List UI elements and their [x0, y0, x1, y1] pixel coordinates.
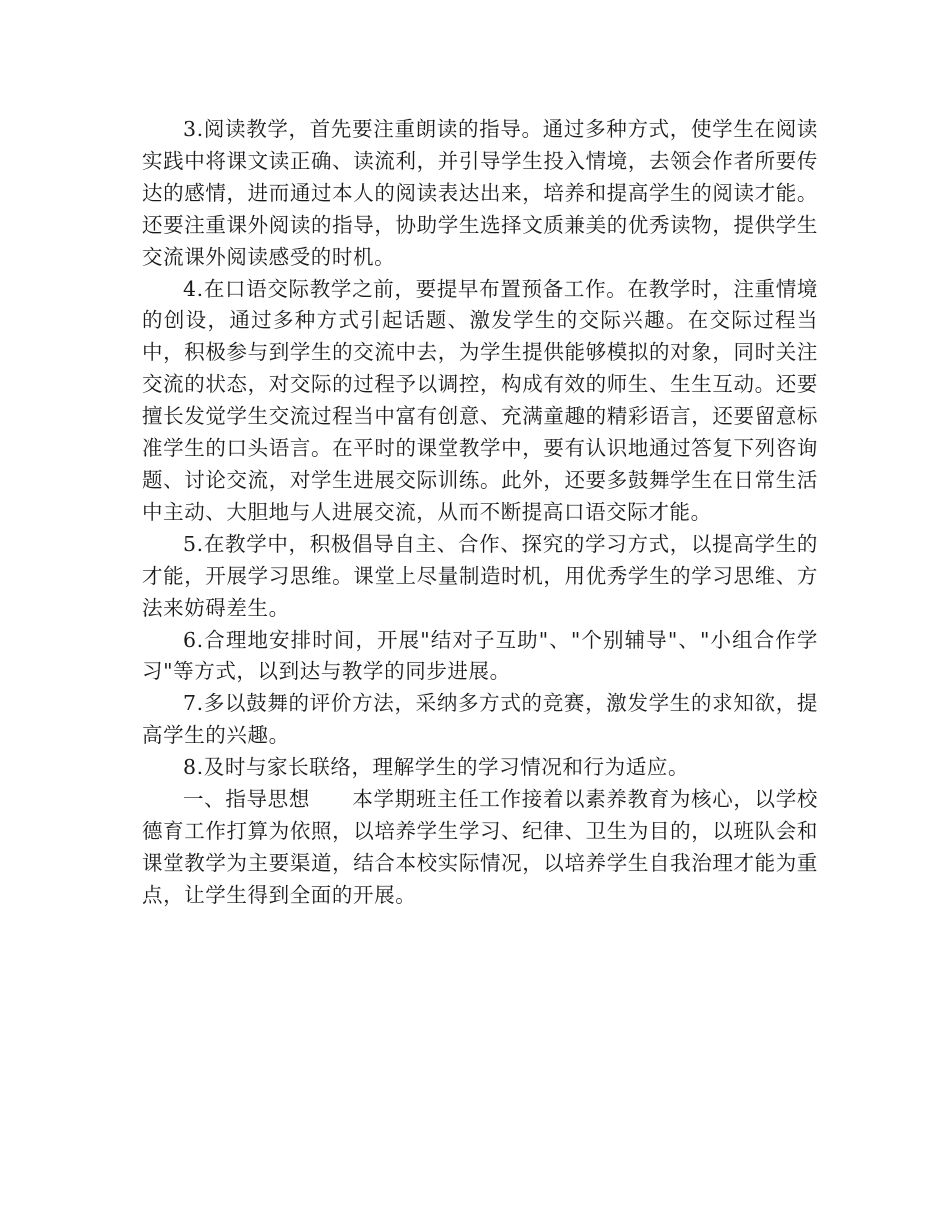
document-body — [142, 114, 818, 912]
paragraph-evaluation-methods: 7.多以鼓舞的评价方法，采纳多方式的竞赛，激发学生的求知欲，提高学生的兴趣。 — [142, 691, 818, 748]
paragraph-reading-teaching: 3.阅读教学，首先要注重朗读的指导。通过多种方式，使学生在阅读实践中将课文读正确、读流利，并引导学生投入情境，去领会作者所要传达的感情，进而通过本人的阅读表达出来，培养和提高学生的阅读才能。还要注重课外阅读的指导，协助学生选择文质兼美的优秀读物，提供学生交流课外阅读感受的时机。 — [142, 117, 818, 269]
paragraph-autonomous-learning: 5.在教学中，积极倡导自主、合作、探究的学习方式，以提高学生的才能，开展学习思维。课堂上尽量制造时机，用优秀学生的学习思维、方法来妨碍差生。 — [142, 531, 818, 620]
paragraph-time-arrangement: 6.合理地安排时间，开展"结对子互助"、"个别辅导"、"小组合作学习"等方式，以到达与教学的同步进展。 — [142, 627, 818, 684]
paragraph-parent-contact: 8.及时与家长联络，理解学生的学习情况和行为适应。 — [183, 755, 690, 780]
paragraph-guiding-ideology: 一、指导思想 本学期班主任工作接着以素养教育为核心，以学校德育工作打算为依照，以培养学生学习、纪律、卫生为目的，以班队会和课堂教学为主要渠道，结合本校实际情况，以培养学生自我治理才能为重点，让学生得到全面的开展。 — [142, 787, 818, 907]
paragraph-oral-communication: 4.在口语交际教学之前，要提早布置预备工作。在教学时，注重情境的创设，通过多种方式引起话题、激发学生的交际兴趣。在交际过程当中，积极参与到学生的交流中去，为学生提供能够模拟的对象，同时关注交流的状态，对交际的过程予以调控，构成有效的师生、生生互动。还要擅长发觉学生交流过程当中富有创意、充满童趣的精彩语言，还要留意标准学生的口头语言。在平时的课堂教学中，要有认识地通过答复下列咨询题、讨论交流，对学生进展交际训练。此外，还要多鼓舞学生在日常生活中主动、大胆地与人进展交流，从而不断提高口语交际才能。 — [142, 276, 818, 524]
